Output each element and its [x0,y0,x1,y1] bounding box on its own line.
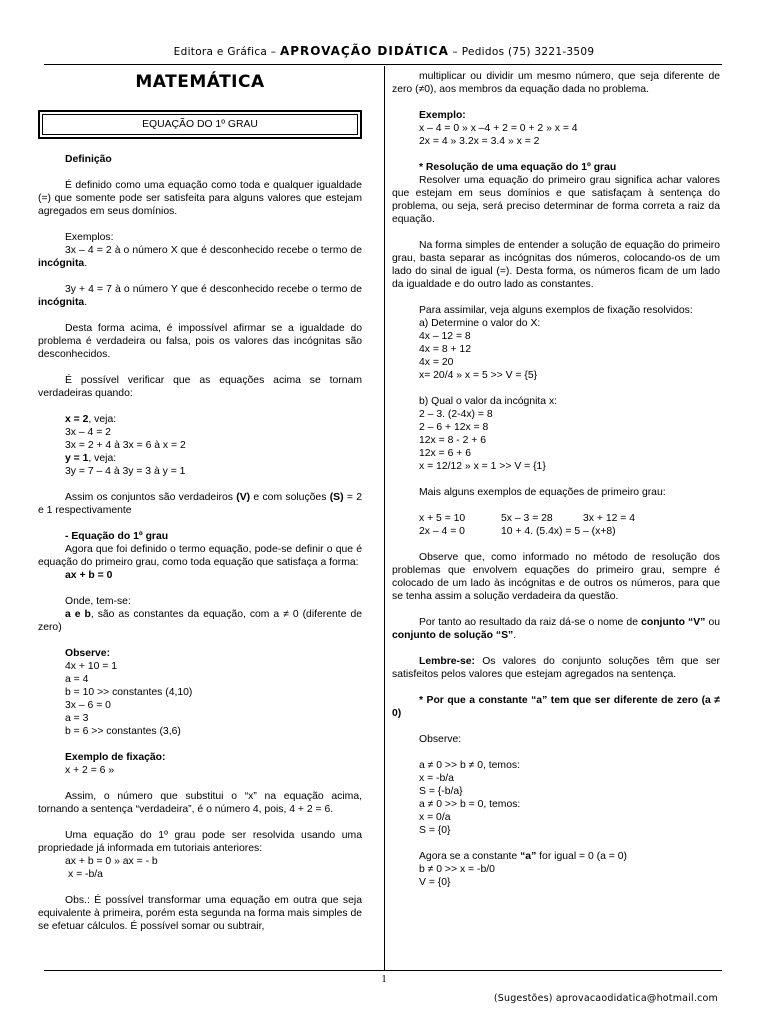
example-a-line: x= 20/4 » x = 5 >> V = {5} [419,370,538,381]
equation-item: 3x + 12 = 4 [583,513,635,524]
agora-text: Agora se a constante “a” for igual = 0 (a = 0) [419,851,627,862]
equation-item: 10 + 4. (5.4x) = 5 – (x+8) [501,526,616,537]
observe-line: b = 10 >> constantes (4,10) [65,687,193,698]
observe-text: Observe que, como informado no método de resolução dos problemas que envolvem equações do primeiro grau, sempre é colocado de um lado às incógnitas e de outros os números, para que se tenha assim a solução verdadeira da questão. [392,552,720,602]
equacao-text: Agora que foi definido o termo equação, pode-se definir o que é equação do primeiro grau, como toda equação que satisfaça a forma: [38,544,362,568]
example-b-line: 2 – 6 + 12x = 8 [419,422,489,433]
observe2-line: x = -b/a [419,773,454,784]
conjuntos-text: Assim os conjuntos são verdadeiros (V) e com soluções (S) = 2 e 1 respectivamente [38,492,362,516]
observe2-line: x = 0/a [419,812,451,823]
portanto-text: Por tanto ao resultado da raiz dá-se o nome de conjunto “V” ou conjunto de solução “S”. [392,617,721,641]
column-divider [384,66,385,970]
lembre-text: Lembre-se: Os valores do conjunto soluções têm que ser satisfeitos pelos valores que estejam agregados na sentença. [392,656,720,680]
observe2-line: S = {0} [419,825,451,836]
header-suffix: – Pedidos (75) 3221-3509 [452,46,595,58]
example-a-line: 4x = 8 + 12 [419,344,471,355]
page-number: 1 [381,973,387,985]
observe-line: a = 3 [65,713,89,724]
header-brand: APROVAÇÃO DIDÁTICA [279,44,449,58]
example-2: 3y + 4 = 7 à o número Y que é desconhecido recebe o termo de incógnita. [38,284,362,308]
exemplo-line: x – 4 = 0 » x –4 + 2 = 0 + 2 » x = 4 [419,123,578,134]
resolucao-heading: * Resolução de uma equação do 1º grau [419,162,617,173]
observe-line: 3x – 6 = 0 [65,700,111,711]
example-1: 3x – 4 = 2 à o número X que é desconhecido recebe o termo de incógnita. [38,245,362,269]
example-b-line: 12x = 6 + 6 [419,448,471,459]
definicao-text: É definido como uma equação como toda e qualquer igualdade (=) que somente pode ser satisfeita para alguns valores que estejam agregados em seus domínios. [38,180,362,217]
obs-text: Obs.: É possível transformar uma equação em outra que seja equivalente à primeira, porém esta segunda na forma mais simples de se efetuar cálculos. É possível somar ou subtrair, [38,895,363,932]
onde-text: Onde, tem-se: [65,596,131,607]
observe2-label: Observe: [419,734,462,745]
example-a-heading: a) Determine o valor do X: [419,318,541,329]
x-line: 3x – 4 = 2 [65,427,111,438]
mais-text: Mais alguns exemplos de equações de primeiro grau: [419,487,666,498]
exemplo-line: 2x = 4 » 3.2x = 3.4 » x = 2 [419,136,540,147]
section-box [38,110,362,139]
resolvida-text: Uma equação do 1º grau pode ser resolvida usando uma propriedade já informada em tutoriais anteriores: [38,830,362,854]
resolvida-line: x = -b/a [68,869,103,880]
left-column [38,70,362,933]
observe-heading: Observe: [65,648,111,659]
example-b-line: 12x = 8 - 2 + 6 [419,435,487,446]
equacao-heading: - Equação do 1º grau [65,531,169,542]
right-column [392,70,720,889]
definicao-heading: Definição [65,154,112,165]
equation-row [392,525,720,538]
ab-text: a e b, são as constantes da equação, com a ≠ 0 (diferente de zero) [38,609,362,633]
observe2-line: a ≠ 0 >> b = 0, temos: [419,799,521,810]
porque-heading: * Por que a constante “a” tem que ser diferente de zero (a ≠ 0) [392,695,720,719]
equation-item: x + 5 = 10 [419,513,466,524]
equacao-form: ax + b = 0 [65,570,113,581]
equation-item: 2x – 4 = 0 [419,526,465,537]
x-line: 3x = 2 + 4 à 3x = 6 à x = 2 [65,440,186,451]
example-b-heading: b) Qual o valor da incógnita x: [419,396,558,407]
impossivel-text: Desta forma acima, é impossível afirmar se a igualdade do problema é verdadeira ou falsa, pois os valores das incógnitas são desconhecidos. [38,323,362,360]
x-solution-label: x = 2, veja: [65,414,117,425]
agora-line: V = {0} [419,877,451,888]
equation-row [392,512,720,525]
forma-text: Na forma simples de entender a solução de equação do primeiro grau, basta separar as incógnitas dos números, colocando-os de um lado do sinal de igual (=). Desta forma, os números ficam de um lado da igualdade e do outro lado as constantes. [392,240,720,290]
example-b-line: 2 – 3. (2-4x) = 8 [419,409,493,420]
header-prefix: Editora e Gráfica – [173,46,277,58]
equation-item: 5x – 3 = 28 [501,513,553,524]
example-a-line: 4x = 20 [419,357,454,368]
observe-line: b = 6 >> constantes (3,6) [65,726,181,737]
fixacao-heading: Exemplo de fixação: [65,752,166,763]
observe2-line: S = {-b/a} [419,786,463,797]
exemplo-heading: Exemplo: [419,110,466,121]
y-line: 3y = 7 – 4 à 3y = 3 à y = 1 [65,466,186,477]
substitui-text: Assim, o número que substitui o “x” na equação acima, tornando a sentença “verdadeira”, é o número 4, pois, 4 + 2 = 6. [38,791,362,815]
verificar-text: É possível verificar que as equações acima se tornam verdadeiras quando: [38,375,362,399]
observe-line: a = 4 [65,674,89,685]
y-solution-label: y = 1, veja: [65,453,117,464]
footer-contact: (Sugestões) aprovacaodidatica@hotmail.com [493,993,718,1004]
resolvida-line: ax + b = 0 » ax = - b [65,856,158,867]
fixacao-line: x + 2 = 6 » [65,765,115,776]
page-header [0,44,768,58]
exemplos-label: Exemplos: [65,232,114,243]
header-rule [44,64,722,65]
footer-rule [44,970,722,971]
example-b-line: x = 12/12 » x = 1 >> V = {1} [419,461,546,472]
observe2-line: a ≠ 0 >> b ≠ 0, temos: [419,760,520,771]
resolucao-text: Resolver uma equação do primeiro grau significa achar valores que estejam em seus domínios e que satisfaçam à sentença do problema, ou seja, será preciso determinar de forma correta a raiz da equação. [392,175,720,225]
assimilar-text: Para assimilar, veja alguns exemplos de fixação resolvidos: [419,305,693,316]
continuation-text: multiplicar ou dividir um mesmo número, que seja diferente de zero (≠0), aos membros da equação dada no problema. [392,71,720,95]
section-box-label: EQUAÇÃO DO 1º GRAU [42,114,358,135]
page-title: MATEMÁTICA [135,72,265,92]
agora-line: b ≠ 0 >> x = -b/0 [419,864,495,875]
example-a-line: 4x – 12 = 8 [419,331,471,342]
observe-line: 4x + 10 = 1 [65,661,117,672]
